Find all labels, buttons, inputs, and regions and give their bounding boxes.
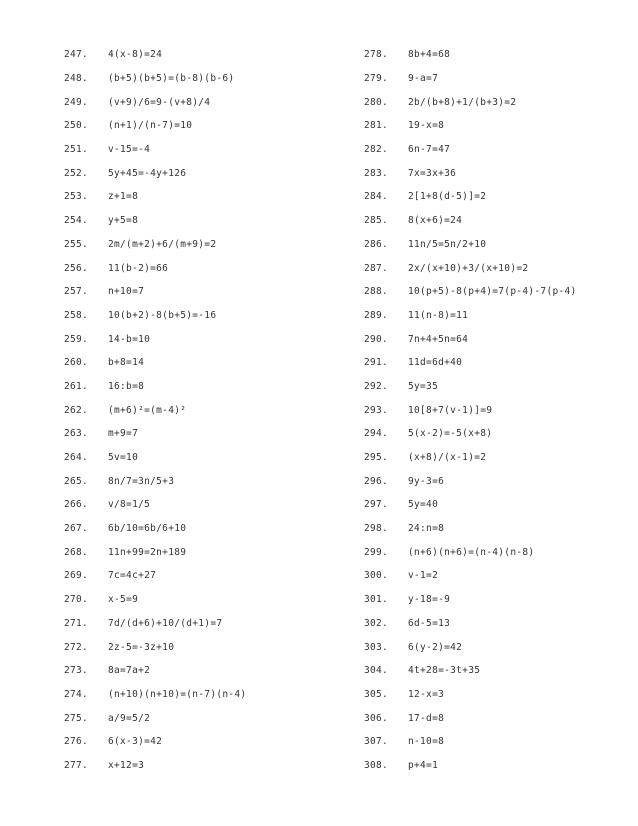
problem-number: 304. [364,665,389,677]
problem-number: 292. [364,380,389,392]
problem-row [364,517,577,541]
problem-row [364,469,577,493]
problem-equation: v/8=1/5 [108,499,151,511]
problem-equation: (b+5)(b+5)=(b-8)(b-6) [108,73,235,85]
problem-number: 251. [64,144,89,156]
problem-number: 255. [64,238,89,250]
problem-number: 258. [64,309,89,321]
problem-row [64,114,246,138]
problem-row [364,161,577,185]
problem-number: 262. [64,404,89,416]
problem-number: 280. [364,96,389,108]
problem-number: 249. [64,96,89,108]
problem-row [64,327,246,351]
problem-row [64,493,246,517]
problem-number: 250. [64,120,89,132]
problem-equation: 11(n-8)=11 [408,309,469,321]
problem-equation: b+8=14 [108,357,145,369]
problem-equation: (n+1)/(n-7)=10 [108,120,193,132]
problem-number: 291. [364,357,389,369]
problem-row [64,138,246,162]
problem-number: 263. [64,428,89,440]
problem-row [64,422,246,446]
problem-number: 282. [364,144,389,156]
problem-row [64,517,246,541]
problem-number: 254. [64,215,89,227]
problem-equation: x-5=9 [108,594,139,606]
problem-row [364,327,577,351]
problem-row [64,588,246,612]
problem-number: 272. [64,641,89,653]
problem-number: 293. [364,404,389,416]
problem-equation: z+1=8 [108,191,139,203]
problem-equation: 4(x-8)=24 [108,49,163,61]
problem-equation: 11d=6d+40 [408,357,463,369]
problem-number: 301. [364,594,389,606]
problem-equation: 4t+28=-3t+35 [408,665,481,677]
problem-equation: 10[8+7(v-1)]=9 [408,404,493,416]
problem-equation: 2z-5=-3z+10 [108,641,175,653]
problem-number: 300. [364,570,389,582]
problem-equation: 17-d=8 [408,712,445,724]
problem-row [64,256,246,280]
problem-equation: (n+6)(n+6)=(n-4)(n-8) [408,546,535,558]
problem-equation: (v+9)/6=9-(v+8)/4 [108,96,211,108]
problem-row [64,706,246,730]
problem-equation: y-18=-9 [408,594,451,606]
problem-number: 269. [64,570,89,582]
problem-number: 264. [64,452,89,464]
problem-equation: 9y-3=6 [408,475,445,487]
problem-equation: 6b/10=6b/6+10 [108,523,187,535]
problem-row [364,446,577,470]
problem-equation: 24:n=8 [408,523,445,535]
problem-number: 287. [364,262,389,274]
problem-equation: (x+8)/(x-1)=2 [408,452,487,464]
problem-equation: 8a=7a+2 [108,665,151,677]
problem-row [364,706,577,730]
problem-number: 274. [64,688,89,700]
problem-row [364,398,577,422]
problem-number: 307. [364,736,389,748]
problem-number: 271. [64,617,89,629]
problem-number: 268. [64,546,89,558]
problem-row [364,635,577,659]
problem-equation: 8(x+6)=24 [408,215,463,227]
problem-equation: 6(x-3)=42 [108,736,163,748]
problem-number: 266. [64,499,89,511]
problem-equation: n-10=8 [408,736,445,748]
problem-number: 302. [364,617,389,629]
problem-equation: 19-x=8 [408,120,445,132]
problem-number: 306. [364,712,389,724]
problem-number: 290. [364,333,389,345]
problem-equation: (n+10)(n+10)=(n-7)(n-4) [108,688,247,700]
problem-number: 279. [364,73,389,85]
problem-row [64,67,246,91]
problem-number: 270. [64,594,89,606]
problem-equation: 7d/(d+6)+10/(d+1)=7 [108,617,223,629]
problem-row [364,422,577,446]
problem-number: 265. [64,475,89,487]
problem-equation: 5(x-2)=-5(x+8) [408,428,493,440]
problem-column-right [364,43,577,777]
problem-number: 256. [64,262,89,274]
problem-row [64,161,246,185]
problem-row [64,43,246,67]
problem-equation: 11n+99=2n+189 [108,546,187,558]
problem-equation: 7n+4+5n=64 [408,333,469,345]
problem-equation: 14-b=10 [108,333,151,345]
problem-equation: 8n/7=3n/5+3 [108,475,175,487]
problem-row [64,564,246,588]
problem-row [64,304,246,328]
problem-number: 286. [364,238,389,250]
problem-number: 296. [364,475,389,487]
problem-number: 294. [364,428,389,440]
problem-equation: 2[1+8(d-5)]=2 [408,191,487,203]
problem-number: 259. [64,333,89,345]
problem-number: 277. [64,759,89,771]
problem-equation: 11n/5=5n/2+10 [408,238,487,250]
problem-equation: 11(b-2)=66 [108,262,169,274]
problem-row [64,398,246,422]
problem-row [364,659,577,683]
problem-equation: 6d-5=13 [408,617,451,629]
problem-number: 257. [64,286,89,298]
problem-row [64,469,246,493]
problem-equation: a/9=5/2 [108,712,151,724]
problem-number: 285. [364,215,389,227]
problem-row [64,90,246,114]
problem-equation: 2b/(b+8)+1/(b+3)=2 [408,96,517,108]
problem-row [364,588,577,612]
problem-equation: 12-x=3 [408,688,445,700]
problem-equation: 5y=40 [408,499,439,511]
problem-number: 288. [364,286,389,298]
problem-row [364,67,577,91]
problem-row [364,256,577,280]
problem-row [364,280,577,304]
problem-number: 253. [64,191,89,203]
problem-number: 299. [364,546,389,558]
problem-row [364,564,577,588]
problem-equation: 10(b+2)-8(b+5)=-16 [108,309,217,321]
problem-row [364,612,577,636]
problem-number: 298. [364,523,389,535]
problem-row [364,754,577,778]
problem-equation: 5y+45=-4y+126 [108,167,187,179]
problem-number: 284. [364,191,389,203]
problem-row [364,90,577,114]
problem-row [364,43,577,67]
problem-row [364,138,577,162]
problem-equation: 5y=35 [408,380,439,392]
problem-equation: (m+6)²=(m-4)² [108,404,187,416]
problem-number: 283. [364,167,389,179]
problem-equation: 7x=3x+36 [408,167,457,179]
problem-number: 275. [64,712,89,724]
problem-row [364,185,577,209]
problem-row [64,375,246,399]
problem-row [364,209,577,233]
problem-number: 295. [364,452,389,464]
problem-row [64,730,246,754]
problem-number: 303. [364,641,389,653]
problem-row [64,540,246,564]
problem-number: 276. [64,736,89,748]
problem-equation: 6n-7=47 [408,144,451,156]
problem-equation: 16:b=8 [108,380,145,392]
problem-equation: 2m/(m+2)+6/(m+9)=2 [108,238,217,250]
problem-number: 289. [364,309,389,321]
problem-equation: 6(y-2)=42 [408,641,463,653]
problem-number: 252. [64,167,89,179]
problem-equation: x+12=3 [108,759,145,771]
problem-row [364,730,577,754]
problem-equation: 2x/(x+10)+3/(x+10)=2 [408,262,529,274]
problem-equation: 8b+4=68 [408,49,451,61]
problem-row [64,209,246,233]
problem-number: 248. [64,73,89,85]
problem-equation: y+5=8 [108,215,139,227]
problem-row [64,683,246,707]
problem-equation: 9-a=7 [408,73,439,85]
problem-row [64,351,246,375]
problem-row [364,304,577,328]
problem-number: 305. [364,688,389,700]
problem-number: 297. [364,499,389,511]
problem-row [64,185,246,209]
problem-row [64,280,246,304]
problem-row [364,351,577,375]
problem-row [364,375,577,399]
problem-row [364,233,577,257]
problem-row [64,659,246,683]
problem-equation: 5v=10 [108,452,139,464]
problem-row [64,754,246,778]
problem-column-left [64,43,246,777]
problem-equation: v-15=-4 [108,144,151,156]
problem-number: 267. [64,523,89,535]
problem-equation: v-1=2 [408,570,439,582]
problem-row [364,540,577,564]
problem-number: 260. [64,357,89,369]
problem-equation: m+9=7 [108,428,139,440]
problem-equation: n+10=7 [108,286,145,298]
problem-number: 308. [364,759,389,771]
problem-row [64,446,246,470]
problem-row [364,493,577,517]
problem-row [64,612,246,636]
problem-equation: 7c=4c+27 [108,570,157,582]
problem-number: 281. [364,120,389,132]
problem-number: 278. [364,49,389,61]
problem-number: 247. [64,49,89,61]
problem-row [64,233,246,257]
problem-equation: 10(p+5)-8(p+4)=7(p-4)-7(p-4) [408,286,577,298]
problem-number: 273. [64,665,89,677]
problem-equation: p+4=1 [408,759,439,771]
problem-number: 261. [64,380,89,392]
problem-row [364,683,577,707]
problem-row [364,114,577,138]
problem-row [64,635,246,659]
